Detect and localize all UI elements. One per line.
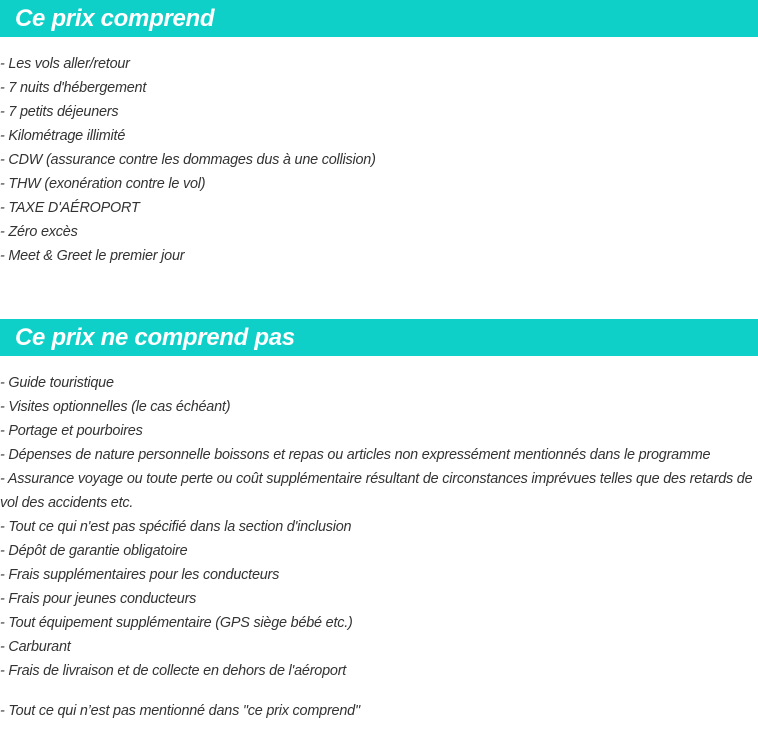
list-item: - Tout équipement supplémentaire (GPS siège bébé etc.) bbox=[0, 615, 353, 631]
included-section-header bbox=[0, 0, 758, 37]
excluded-section-title: Ce prix ne comprend pas bbox=[15, 324, 295, 351]
list-item: - Les vols aller/retour bbox=[0, 56, 130, 72]
list-item: - 7 petits déjeuners bbox=[0, 104, 119, 120]
list-item: - Frais pour jeunes conducteurs bbox=[0, 591, 197, 607]
list-item: - TAXE D'AÉROPORT bbox=[0, 200, 140, 216]
list-item: - Portage et pourboires bbox=[0, 423, 143, 439]
list-item: - Frais supplémentaires pour les conducteurs bbox=[0, 567, 280, 583]
list-item: - Meet & Greet le premier jour bbox=[0, 248, 185, 264]
list-item: - Zéro excès bbox=[0, 224, 78, 240]
list-item: - Carburant bbox=[0, 639, 71, 655]
list-item: - Tout ce qui n'est pas spécifié dans la section d'inclusion bbox=[0, 519, 352, 535]
included-list bbox=[0, 52, 758, 268]
list-item: - Assurance voyage ou toute perte ou coût supplémentaire résultant de circonstances imprévues telles que des retards de vol des accidents etc. bbox=[0, 471, 753, 511]
excluded-list bbox=[0, 371, 758, 683]
list-item: - Dépôt de garantie obligatoire bbox=[0, 543, 188, 559]
list-item: - Dépenses de nature personnelle boissons et repas ou articles non expressément mentionnés dans le programme bbox=[0, 447, 711, 463]
excluded-section-header bbox=[0, 319, 758, 356]
list-item: - Visites optionnelles (le cas échéant) bbox=[0, 399, 231, 415]
list-item: - Frais de livraison et de collecte en dehors de l'aéroport bbox=[0, 663, 347, 679]
excluded-footnote: - Tout ce qui n’est pas mentionné dans "ce prix comprend" bbox=[0, 703, 360, 719]
list-item: - THW (exonération contre le vol) bbox=[0, 176, 206, 192]
list-item: - Kilométrage illimité bbox=[0, 128, 126, 144]
list-item: - Guide touristique bbox=[0, 375, 114, 391]
included-section-title: Ce prix comprend bbox=[15, 5, 215, 32]
list-item: - CDW (assurance contre les dommages dus à une collision) bbox=[0, 152, 376, 168]
list-item: - 7 nuits d'hébergement bbox=[0, 80, 147, 96]
